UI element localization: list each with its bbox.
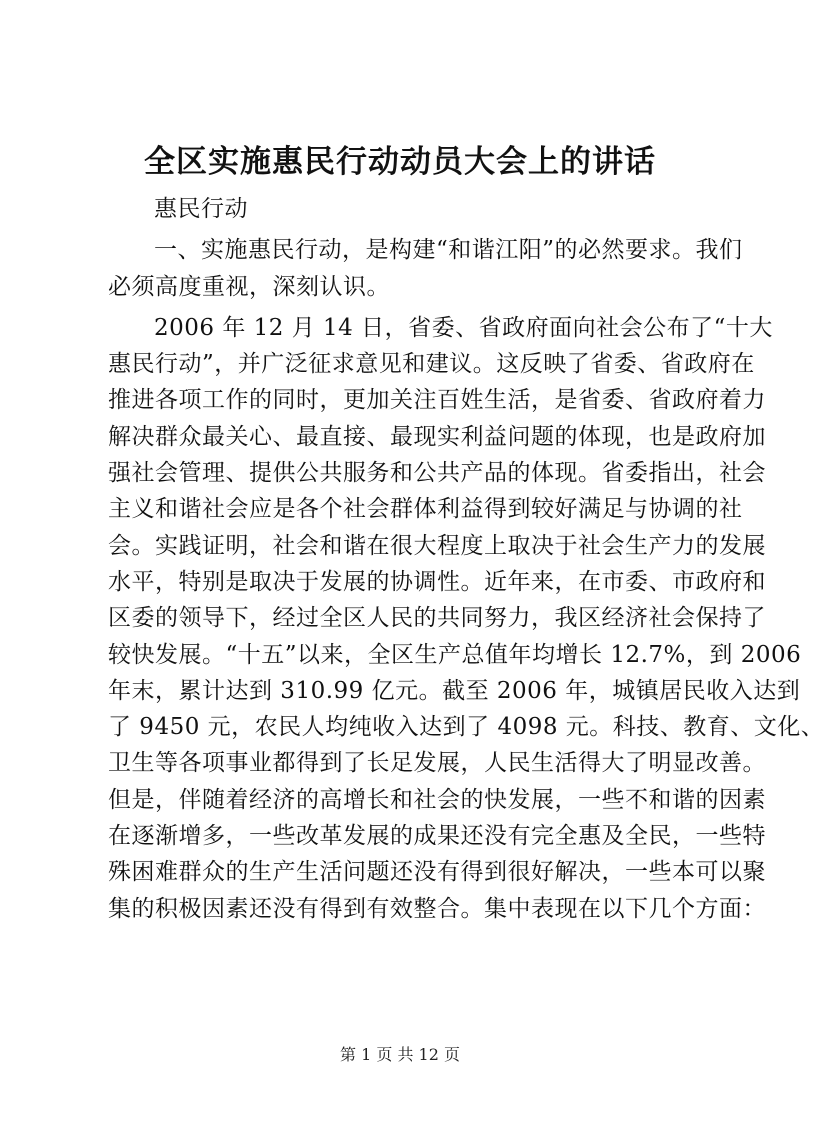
paragraph-line: 集的积极因素还没有得到有效整合。集中表现在以下几个方面： [108, 895, 766, 922]
paragraph-line: 推进各项工作的同时，更加关注百姓生活，是省委、省政府着力 [108, 387, 766, 414]
paragraph-line: 会。实践证明，社会和谐在很大程度上取决于社会生产力的发展 [108, 532, 766, 559]
paragraph-line: 年末，累计达到 310.99 亿元。截至 2006 年，城镇居民收入达到 [108, 677, 801, 704]
paragraph-line: 惠民行动 [154, 196, 248, 222]
document-body [108, 191, 824, 927]
paragraph-line: 解决群众最关心、最直接、最现实利益问题的体现，也是政府加 [108, 423, 766, 450]
paragraph [108, 191, 712, 227]
paragraph-line: 殊困难群众的生产生活问题还没有得到很好解决，一些本可以聚 [108, 859, 766, 886]
paragraph [108, 232, 743, 305]
paragraph-line: 水平，特别是取决于发展的协调性。近年来，在市委、市政府和 [108, 568, 766, 595]
paragraph-line: 了 9450 元，农民人均纯收入达到了 4098 元。科技、教育、文化、 [108, 714, 824, 741]
paragraph [108, 310, 824, 927]
paragraph-line: 一、实施惠民行动，是构建“和谐江阳”的必然要求。我们 [154, 237, 743, 264]
paragraph-line: 较快发展。“十五”以来，全区生产总值年均增长 12.7%，到 2006 [108, 641, 802, 668]
paragraph-line: 惠民行动”，并广泛征求意见和建议。这反映了省委、省政府在 [108, 351, 755, 378]
paragraph-line: 2006 年 12 月 14 日，省委、省政府面向社会公布了“十大 [154, 314, 773, 341]
paragraph-line: 主义和谐社会应是各个社会群体利益得到较好满足与协调的社 [108, 496, 743, 523]
paragraph-line: 必须高度重视，深刻认识。 [108, 273, 390, 300]
paragraph-line: 区委的领导下，经过全区人民的共同努力，我区经济社会保持了 [108, 605, 766, 632]
paragraph-line: 但是，伴随着经济的高增长和社会的快发展，一些不和谐的因素 [108, 786, 766, 813]
paragraph-line: 在逐渐增多，一些改革发展的成果还没有完全惠及全民，一些特 [108, 823, 766, 850]
paragraph-line: 卫生等各项事业都得到了长足发展，人民生活得大了明显改善。 [108, 750, 766, 777]
page-footer: 第 1 页 共 12 页 [340, 1045, 460, 1064]
paragraph-line: 强社会管理、提供公共服务和公共产品的体现。省委指出，社会 [108, 460, 766, 487]
page-title: 全区实施惠民行动动员大会上的讲话 [144, 144, 656, 180]
